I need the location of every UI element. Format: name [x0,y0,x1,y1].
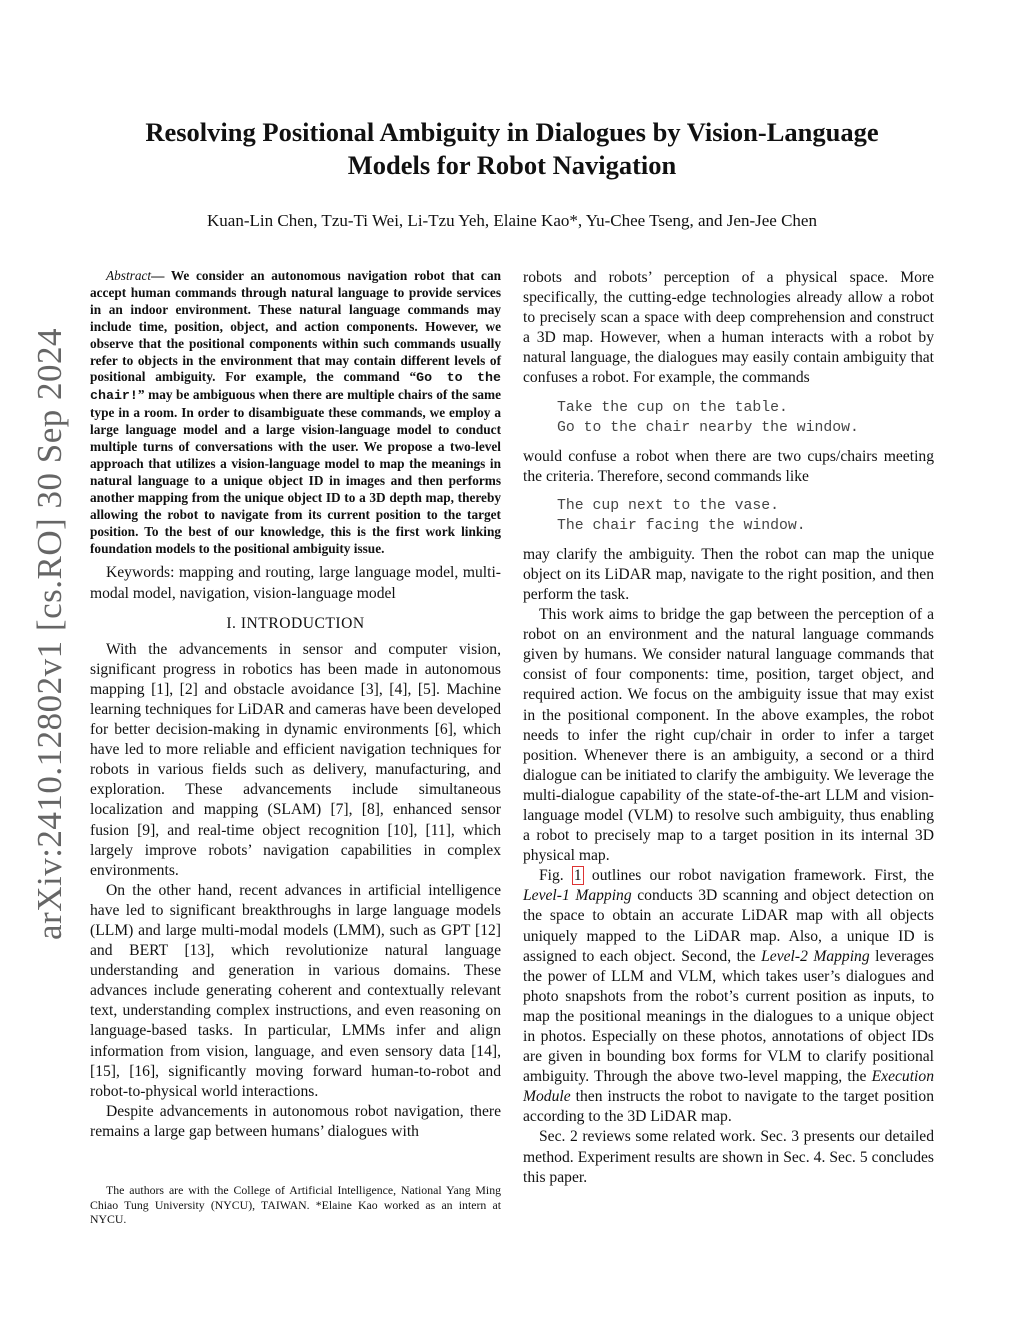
right-column [523,268,934,1188]
right-paragraph-4: This work aims to bridge the gap between the perception of a robot on an environment and the natural language commands given by humans. We consider natural language commands that consist of four components: time, position, target object, and required action. We focus on the ambiguity issue that may exist in the positional component. In the above examples, the robot needs to infer the right cup/chair in order to infer a target position. Whenever there is an ambiguity, a second or a third dialogue can be initiated to clarify the ambiguity. We leverage the multi-dialogue capability of the state-of-the-art LLM and vision-language model (VLM) to resolve such ambiguity, thus enabling a robot to precisely map to a target position in its internal 3D physical map. [523,606,934,865]
right-paragraph-6: Sec. 2 reviews some related work. Sec. 3 presents our detailed method. Experiment results are shown in Sec. 4. Sec. 5 concludes this paper. [523,1128,934,1186]
right-paragraph-1: robots and robots’ perception of a physical space. More specifically, the cutting-edge technologies already allow a robot to precisely scan a space with deep comprehension and construct a 3D map. However, when a human interacts with a robot by natural language, the dialogues may easily contain ambiguity that confuses a robot. For example, the commands [523,269,934,387]
intro-paragraph-2: On the other hand, recent advances in artificial intelligence have led to significant breakthroughs in large language models (LLM) and large multi-modal models (LMM), such as GPT [12] and BERT [13], which revolutionize natural language understanding and generation in various domains. These advances include generating coherent and contextually relevant text, understanding complex instructions, and even reasoning on language-based tasks. In particular, LMMs infer and align information from vision, language, and even sensory data [14], [15], [16], significantly moving forward human-to-robot and robot-to-physical world interactions. [90,881,501,1100]
text-span: outlines our robot navigation framework. First, the [583,867,934,885]
footnote [90,1183,501,1227]
left-column [90,268,501,1142]
abstract-label: Abstract [106,268,152,283]
right-paragraph-5 [523,866,934,1127]
code-line: The cup next to the vase. [557,497,779,514]
figure-1-link[interactable]: 1 [573,867,582,885]
right-paragraph-2: would confuse a robot when there are two cups/chairs meeting the criteria. Therefore, second commands like [523,447,934,485]
abstract [90,268,501,557]
right-paragraph-3: may clarify the ambiguity. Then the robot can map the unique object on its LiDAR map, navigate to the right position, and then perform the task. [523,545,934,603]
section-initial: I [240,614,247,632]
level-1-mapping-term: Level-1 Mapping [523,887,632,905]
abstract-text-after: ” may be ambiguous when there are multiple chairs of the same type in a room. In order to disambiguate these commands, we employ a large language model and a large vision-language model to conduct multiple turns of conversations with the user. We propose a two-level approach that utilizes a vision-language model to map the meanings in natural language to a unique object ID in images and then performs another mapping from the unique object ID to a 3D depth map, thereby allowing the robot to navigate from its current position to the target position. To the best of our knowledge, this is the first work linking foundation models to the positional ambiguity issue. [90,387,501,556]
arxiv-identifier-stamp: arXiv:2410.12802v1 [cs.RO] 30 Sep 2024 [30,327,69,940]
intro-paragraph-1: With the advancements in sensor and computer vision, significant progress in robotics has been made in autonomous mapping [1], [2] and obstacle avoidance [3], [4], [5]. Machine learning techniques for LiDAR and cameras have been developed for better decision-making in dynamic environments [6], which have led to more reliable and efficient navigation techniques for robots in various fields such as delivery, manufacturing, and exploration. These advancements include simultaneous localization and mapping (SLAM) [7], [8], enhanced sensor fusion [9], and real-time object recognition [10], [11], which largely improve robots’ navigation capabilities in complex environments. [90,640,501,879]
code-example-2 [523,496,934,536]
title-line-1: Resolving Positional Ambiguity in Dialogues by Vision-Language [145,117,879,147]
footnote-text: The authors are with the College of Artificial Intelligence, National Yang Ming Chiao Tung University (NYCU), TAIWAN. *Elaine Kao worked as an intern at NYCU. [90,1183,501,1226]
code-line: Go to the chair nearby the window. [557,419,859,436]
code-example-1 [523,398,934,438]
abstract-code: Go to the chair! [90,370,501,404]
keywords: Keywords: mapping and routing, large language model, multi-modal model, navigation, vision-language model [90,564,501,602]
text-span: conducts 3D scanning and object detection on the space to obtain an accurate LiDAR map with all objects uniquely mapped to the LiDAR map. Also, a unique ID is assigned to each object. Second, the [523,887,934,965]
abstract-text-before: — We consider an autonomous navigation robot that can accept human commands through natural language to provide services in an indoor environment. These natural language commands may include time, position, object, and action components. However, we observe that the positional components within such commands usually refer to objects in the environment that may contain different levels of positional ambiguity. For example, the command “ [90,268,501,385]
level-2-mapping-term: Level-2 Mapping [761,947,870,965]
text-span: Fig. [539,867,572,885]
execution-module-term: Execution Module [523,1068,934,1106]
text-span: leverages the power of LLM and VLM, which takes user’s dialogues and photo snapshots from the robot’s current position as inputs, to map the positional meanings in the dialogues to a unique object in photos. Especially on these photos, annotations of object IDs are given in bounding box forms for VLM to clarify positional ambiguity. Through the above two-level mapping, the [523,947,935,1086]
code-line: The chair facing the window. [557,517,806,534]
section-heading-introduction [90,614,501,634]
intro-paragraph-3: Despite advancements in autonomous robot navigation, there remains a large gap between humans’ dialogues with [90,1102,501,1140]
paper-title [90,116,934,182]
code-line: Take the cup on the table. [557,399,788,416]
text-span: then instructs the robot to navigate to the target position according to the 3D LiDAR map. [523,1088,934,1126]
section-title-rest: NTRODUCTION [246,614,365,632]
section-numeral: I. [226,614,241,632]
author-list: Kuan-Lin Chen, Tzu-Ti Wei, Li-Tzu Yeh, Elaine Kao*, Yu-Chee Tseng, and Jen-Jee Chen [207,211,817,230]
title-line-2: Models for Robot Navigation [347,150,677,180]
